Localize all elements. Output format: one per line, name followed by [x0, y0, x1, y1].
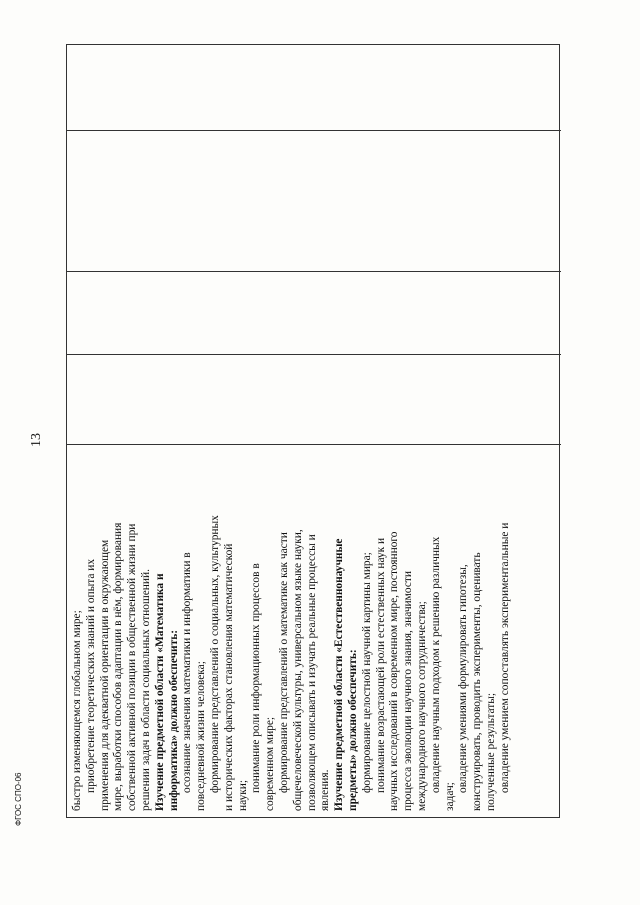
column-divider — [67, 130, 561, 131]
text-line: науки; — [236, 779, 249, 811]
requirements-text-cell — [71, 447, 557, 811]
text-line: научных исследований в современном мире, постоянного — [388, 531, 401, 811]
page-number: 13 — [29, 433, 44, 447]
text-line: процесса эволюции научного знания, значимости — [402, 571, 415, 811]
text-line: позволяющем описывать и изучать реальные процессы и — [305, 534, 318, 811]
text-line: полученные результаты; — [484, 692, 497, 811]
text-line: общечеловеческой культуры, универсальном языке науки, — [291, 529, 304, 811]
text-line: овладение умениями формулировать гипотезы, — [457, 564, 470, 793]
footer-document-code: ФГОС СПО-06 — [14, 772, 23, 826]
text-line: задач; — [443, 782, 456, 811]
text-line: понимание роли информационных процессов в — [250, 563, 263, 793]
text-line: применения для адекватной ориентации в окружающем — [98, 539, 111, 811]
rotated-table-area — [66, 44, 560, 818]
text-line: мире, выработки способов адаптации в нём, формирования — [112, 522, 125, 811]
text-line: собственной активной позиции в общественной жизни при — [126, 523, 139, 811]
text-line: приобретение теоретических знаний и опыта их — [84, 558, 97, 793]
text-line: явления. — [319, 769, 332, 811]
text-line: решении задач в области социальных отношений. — [139, 569, 152, 811]
text-line: формирование представлений о социальных, культурных — [208, 515, 221, 793]
column-divider — [67, 354, 561, 355]
text-line: повседневной жизни человека; — [195, 661, 208, 811]
text-line: овладение умением сопоставлять экспериментальные и — [498, 522, 511, 793]
text-line: быстро изменяющемся глобальном мире; — [71, 610, 83, 811]
text-line: овладение научным подходом к решению различных — [429, 536, 442, 793]
text-line: современном мире; — [264, 716, 277, 811]
text-line: международного научного сотрудничества; — [415, 601, 428, 811]
section-heading-line: предметы» должно обеспечить: — [346, 649, 359, 811]
text-line: понимание возрастающей роли естественных наук и — [374, 537, 387, 793]
table-landscape — [66, 44, 560, 818]
text-line: и исторических факторах становления математической — [222, 543, 235, 811]
text-line: конструировать, проводить эксперименты, оценивать — [471, 552, 484, 811]
section-heading-line: информатика» должно обеспечить: — [167, 629, 180, 811]
section-heading-line: Изучение предметной области «Математика и — [153, 573, 166, 811]
text-line: формирование представлений о математике как части — [277, 532, 290, 793]
standards-table — [66, 44, 560, 818]
column-divider — [67, 271, 561, 272]
text-line: осознание значения математики и информатики в — [181, 552, 194, 793]
text-line: формирование целостной научной картины мира; — [360, 552, 373, 793]
column-divider — [67, 444, 561, 445]
section-heading-line: Изучение предметной области «Естественнонаучные — [333, 538, 346, 811]
